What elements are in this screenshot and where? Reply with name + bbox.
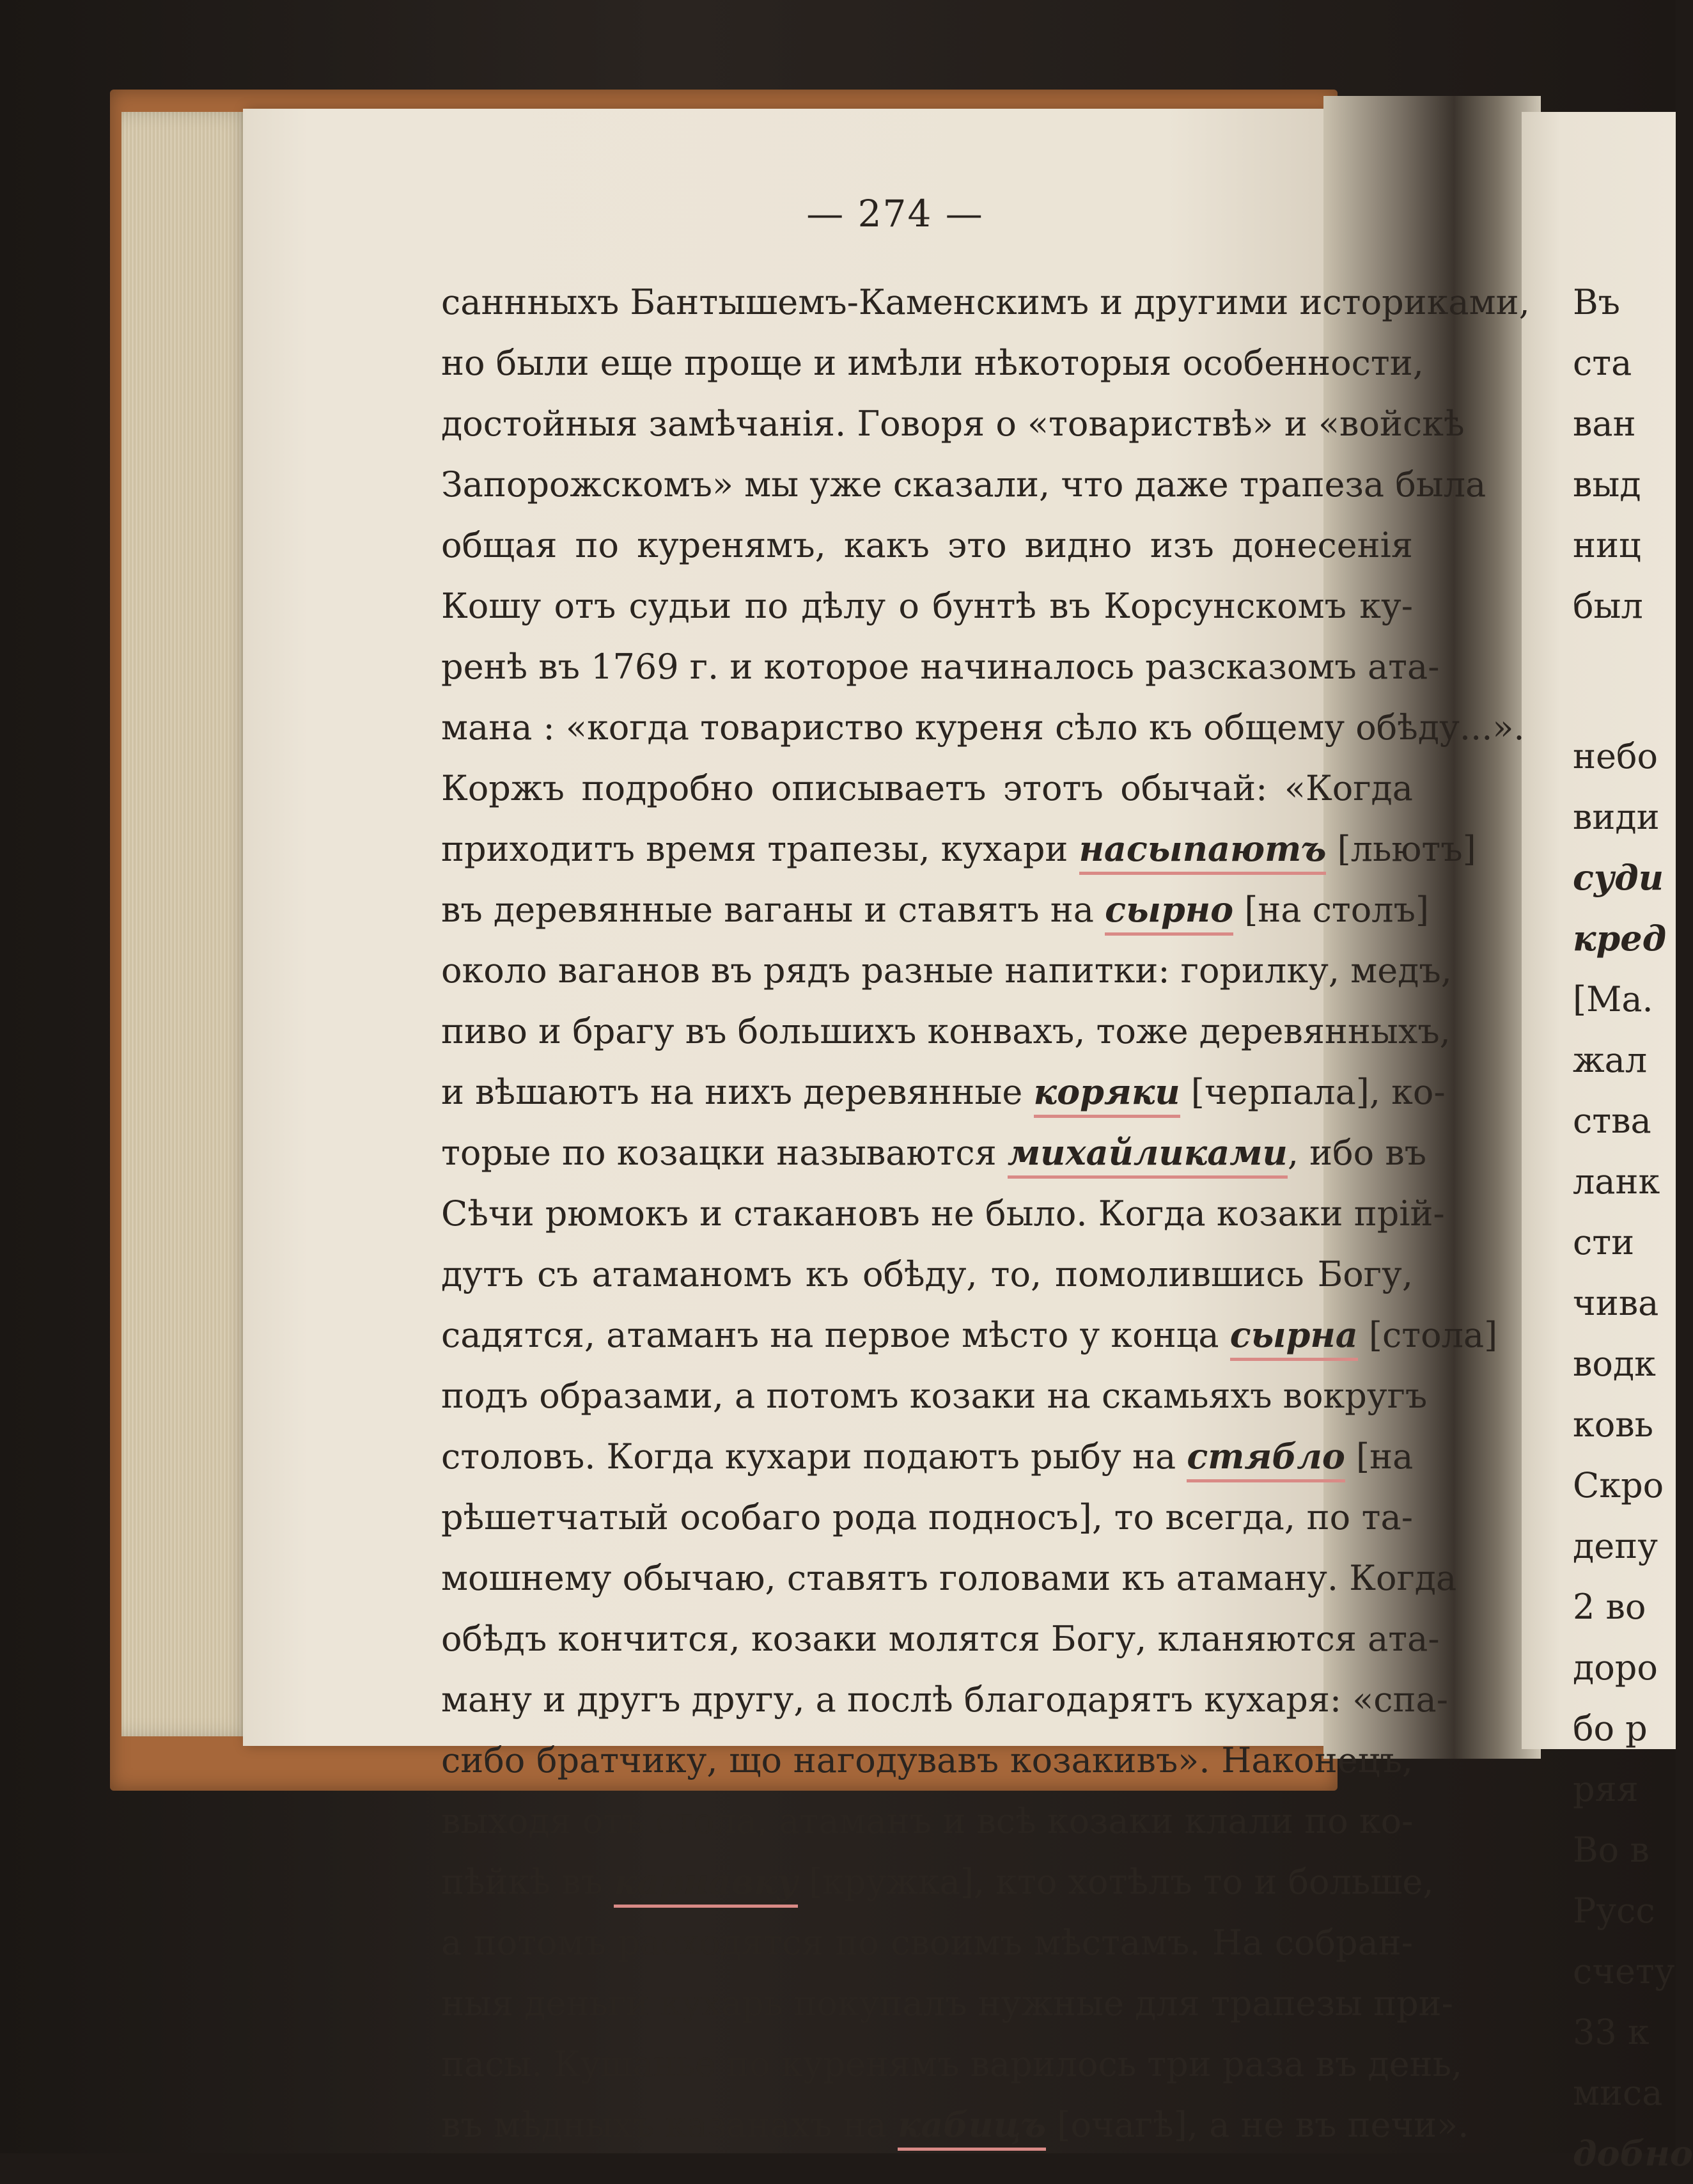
right-text-line bbox=[1573, 636, 1676, 726]
text-line bbox=[441, 1305, 1498, 1365]
text-segment: Коржъ подробно описываетъ этотъ обычай: «Когда bbox=[441, 768, 1413, 808]
emphasized-term: кабицъ bbox=[898, 2104, 1046, 2151]
right-text-line: ряя bbox=[1573, 1769, 1639, 1809]
text-line bbox=[441, 1244, 1413, 1305]
left-page-text bbox=[441, 272, 1530, 2155]
text-segment: Запорожскомъ» мы уже сказали, что даже трапеза была bbox=[441, 464, 1486, 505]
text-segment: пасы. Кушанье по куренямъ варилось три раза въ день, bbox=[441, 2044, 1463, 2084]
text-segment: общая по куренямъ, какъ это видно изъ донесенія bbox=[441, 525, 1413, 565]
text-segment: , ибо въ bbox=[1287, 1133, 1427, 1173]
right-text-line: 2 во bbox=[1573, 1587, 1646, 1627]
right-text-line: чива bbox=[1573, 1283, 1659, 1323]
text-line bbox=[441, 879, 1430, 940]
emphasized-term: сырно bbox=[1105, 889, 1233, 936]
text-segment: Сѣчи рюмокъ и стакановъ не было. Когда козаки прій- bbox=[441, 1193, 1445, 1234]
text-segment: сибо братчику, що нагодувавъ козакивъ». Наконецъ, bbox=[441, 1740, 1413, 1780]
text-line bbox=[441, 2094, 1469, 2155]
text-line bbox=[441, 1062, 1446, 1122]
text-segment: [стола] bbox=[1357, 1315, 1498, 1355]
right-text-line: был bbox=[1573, 586, 1643, 626]
right-text-line: сти bbox=[1573, 1222, 1635, 1262]
text-line bbox=[441, 1001, 1451, 1062]
text-segment: садятся, атаманъ на первое мѣсто у конца bbox=[441, 1315, 1230, 1355]
page-number: — 274 — bbox=[806, 192, 984, 235]
right-text-line: Русс bbox=[1573, 1890, 1655, 1931]
text-segment: выходя отъ стола, атаманъ и всѣ козаки клали по ко- bbox=[441, 1801, 1414, 1841]
text-line bbox=[441, 272, 1530, 333]
text-segment: дутъ съ атаманомъ къ обѣду, то, помолившись Богу, bbox=[441, 1254, 1413, 1294]
text-line bbox=[441, 2034, 1463, 2094]
text-segment: саннныхъ Бантышемъ-Каменскимъ и другими историками, bbox=[441, 282, 1530, 322]
text-segment: около ваганов въ рядъ разные напитки: горилку, медъ, bbox=[441, 950, 1452, 991]
emphasized-term: сырна bbox=[1230, 1314, 1358, 1361]
text-segment: [льютъ] bbox=[1326, 829, 1476, 869]
emphasized-term: карнавку bbox=[614, 1861, 798, 1908]
text-line bbox=[441, 1183, 1445, 1244]
right-text-line: жал bbox=[1573, 1040, 1648, 1080]
text-line bbox=[441, 1548, 1457, 1608]
text-line bbox=[441, 819, 1476, 879]
text-segment: ныя деньги кухарь покупалъ нужные для трапезы при- bbox=[441, 1983, 1453, 2023]
text-segment: пѣйкѣ въ bbox=[441, 1862, 614, 1902]
text-line bbox=[441, 697, 1525, 758]
text-segment: мана : «когда товариство куреня сѣло къ общему обѣду...». bbox=[441, 707, 1525, 748]
text-segment: [на столъ] bbox=[1233, 890, 1430, 930]
text-line bbox=[441, 1365, 1428, 1426]
text-segment: столовъ. Когда кухари подаютъ рыбу на bbox=[441, 1436, 1187, 1477]
text-line bbox=[441, 454, 1486, 515]
right-text-line: миса bbox=[1573, 2073, 1663, 2113]
right-text-line: выд bbox=[1573, 464, 1641, 505]
text-segment: ману и другъ другу, а послѣ благодарятъ кухаря: «спа- bbox=[441, 1679, 1448, 1720]
right-text-line: водк bbox=[1573, 1344, 1656, 1384]
text-segment: ренѣ въ 1769 г. и которое начиналось разсказомъ ата- bbox=[441, 647, 1440, 687]
text-segment: Кошу отъ судьи по дѣлу о бунтѣ въ Корсунскомъ ку- bbox=[441, 586, 1413, 626]
text-line bbox=[441, 1912, 1413, 1973]
emphasized-term: насыпаютъ bbox=[1079, 828, 1327, 875]
emphasized-term: михайликами bbox=[1008, 1132, 1288, 1179]
text-line bbox=[441, 1791, 1413, 1851]
page-edges bbox=[121, 112, 256, 1736]
right-text-line: ван bbox=[1573, 404, 1636, 444]
text-line bbox=[441, 333, 1424, 393]
right-text-line: бо р bbox=[1573, 1708, 1648, 1748]
text-segment: приходитъ время трапезы, кухари bbox=[441, 829, 1079, 869]
right-text-line: небо bbox=[1573, 736, 1658, 776]
text-segment: мошнему обычаю, ставятъ головами къ атаману. Когда bbox=[441, 1558, 1457, 1598]
right-text-line: ниц bbox=[1573, 525, 1641, 565]
text-line bbox=[441, 1487, 1413, 1548]
right-text-line: ства bbox=[1573, 1101, 1651, 1141]
text-segment: [черпала], ко- bbox=[1180, 1072, 1446, 1112]
right-text-line: суди bbox=[1573, 857, 1664, 898]
right-text-line: Въ bbox=[1573, 282, 1621, 322]
right-text-line: депу bbox=[1573, 1526, 1658, 1566]
text-line bbox=[441, 515, 1413, 576]
right-text-line: ланк bbox=[1573, 1161, 1660, 1202]
text-segment: въ деревянные ваганы и ставятъ на bbox=[441, 890, 1105, 930]
text-line bbox=[441, 1851, 1434, 1912]
right-text-line: ста bbox=[1573, 343, 1632, 383]
right-text-line: доро bbox=[1573, 1647, 1658, 1688]
text-line bbox=[441, 1608, 1440, 1669]
text-line bbox=[441, 1973, 1453, 2034]
text-line bbox=[441, 1122, 1427, 1183]
emphasized-term: коряки bbox=[1034, 1071, 1180, 1118]
text-segment: достойныя замѣчанія. Говоря о «товариствѣ» и «войскѣ bbox=[441, 404, 1465, 444]
text-line bbox=[441, 1426, 1413, 1487]
text-segment: подъ образами, а потомъ козаки на скамьяхъ вокругъ bbox=[441, 1376, 1428, 1416]
right-page-text bbox=[1573, 272, 1693, 2184]
text-segment: пиво и брагу въ большихъ конвахъ, тоже деревянныхъ, bbox=[441, 1011, 1451, 1051]
right-text-line: Скро bbox=[1573, 1465, 1664, 1505]
text-segment: рѣшетчатый особаго рода подносъ], то всегда, по та- bbox=[441, 1497, 1413, 1537]
text-line bbox=[441, 636, 1440, 697]
right-text-line: 33 к bbox=[1573, 2012, 1650, 2052]
text-line bbox=[441, 940, 1452, 1001]
text-segment: въ мѣдныхъ казанахъ на bbox=[441, 2105, 898, 2145]
right-text-line: ковь bbox=[1573, 1404, 1654, 1445]
text-line bbox=[441, 1730, 1413, 1791]
text-line bbox=[441, 758, 1413, 819]
text-segment: но были еще проще и имѣли нѣкоторыя особенности, bbox=[441, 343, 1424, 383]
text-segment: торые по козацки называются bbox=[441, 1133, 1008, 1173]
text-segment: и вѣшаютъ на нихъ деревянные bbox=[441, 1072, 1034, 1112]
text-line bbox=[441, 576, 1413, 636]
text-segment: [на bbox=[1345, 1436, 1414, 1477]
text-segment: а потомъ расходятся по своимъ мѣстамъ. На собран- bbox=[441, 1922, 1413, 1963]
text-segment: обѣдъ кончится, козаки молятся Богу, кланяются ата- bbox=[441, 1619, 1440, 1659]
text-segment: [очагѣ], а не въ печи». bbox=[1046, 2105, 1469, 2145]
right-text-line: види bbox=[1573, 797, 1660, 837]
right-text-line: добно bbox=[1573, 2133, 1693, 2174]
right-text-line: счету bbox=[1573, 1951, 1675, 1992]
right-text-line: [Ма. bbox=[1573, 979, 1653, 1019]
text-line bbox=[441, 393, 1465, 454]
text-segment: [кружка], кто хотѣлъ то и больше, bbox=[797, 1862, 1434, 1902]
emphasized-term: стябло bbox=[1187, 1436, 1345, 1482]
right-text-line: Во в bbox=[1573, 1830, 1650, 1870]
right-text-line: кред bbox=[1573, 918, 1667, 959]
text-line bbox=[441, 1669, 1448, 1730]
